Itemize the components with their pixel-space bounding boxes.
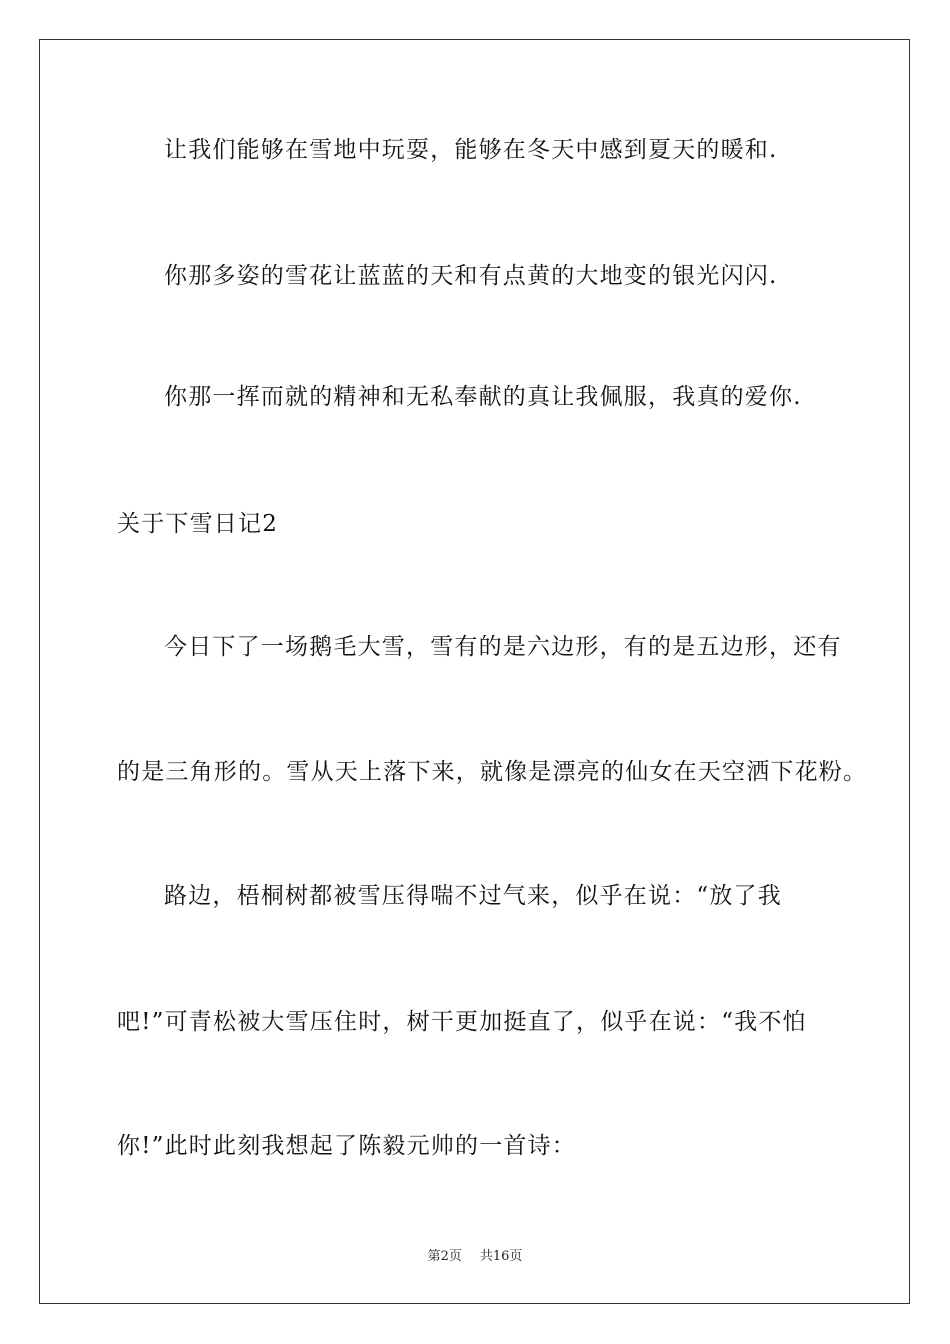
page-number: 第2页 [427,1249,462,1264]
paragraph-line-5: 的是三角形的。雪从天上落下来，就像是漂亮的仙女在天空洒下花粉。 [117,759,868,785]
page-footer [0,1248,950,1266]
paragraph-line-2: 你那多姿的雪花让蓝蓝的天和有点黄的大地变的银光闪闪. [164,263,778,289]
paragraph-line-6: 路边，梧桐树都被雪压得喘不过气来，似乎在说：“放了我 [164,883,782,909]
paragraph-line-1: 让我们能够在雪地中玩耍，能够在冬天中感到夏天的暖和. [164,137,778,163]
paragraph-line-8: 你!”此时此刻我想起了陈毅元帅的一首诗： [117,1133,577,1159]
paragraph-line-3: 你那一挥而就的精神和无私奉献的真让我佩服，我真的爱你. [164,384,802,410]
page-total: 共16页 [479,1249,523,1264]
paragraph-line-4: 今日下了一场鹅毛大雪，雪有的是六边形，有的是五边形，还有 [164,634,842,660]
page-border [39,39,910,1304]
section-heading: 关于下雪日记2 [117,511,279,537]
paragraph-line-7: 吧!”可青松被大雪压住时，树干更加挺直了，似乎在说：“我不怕 [117,1009,807,1035]
